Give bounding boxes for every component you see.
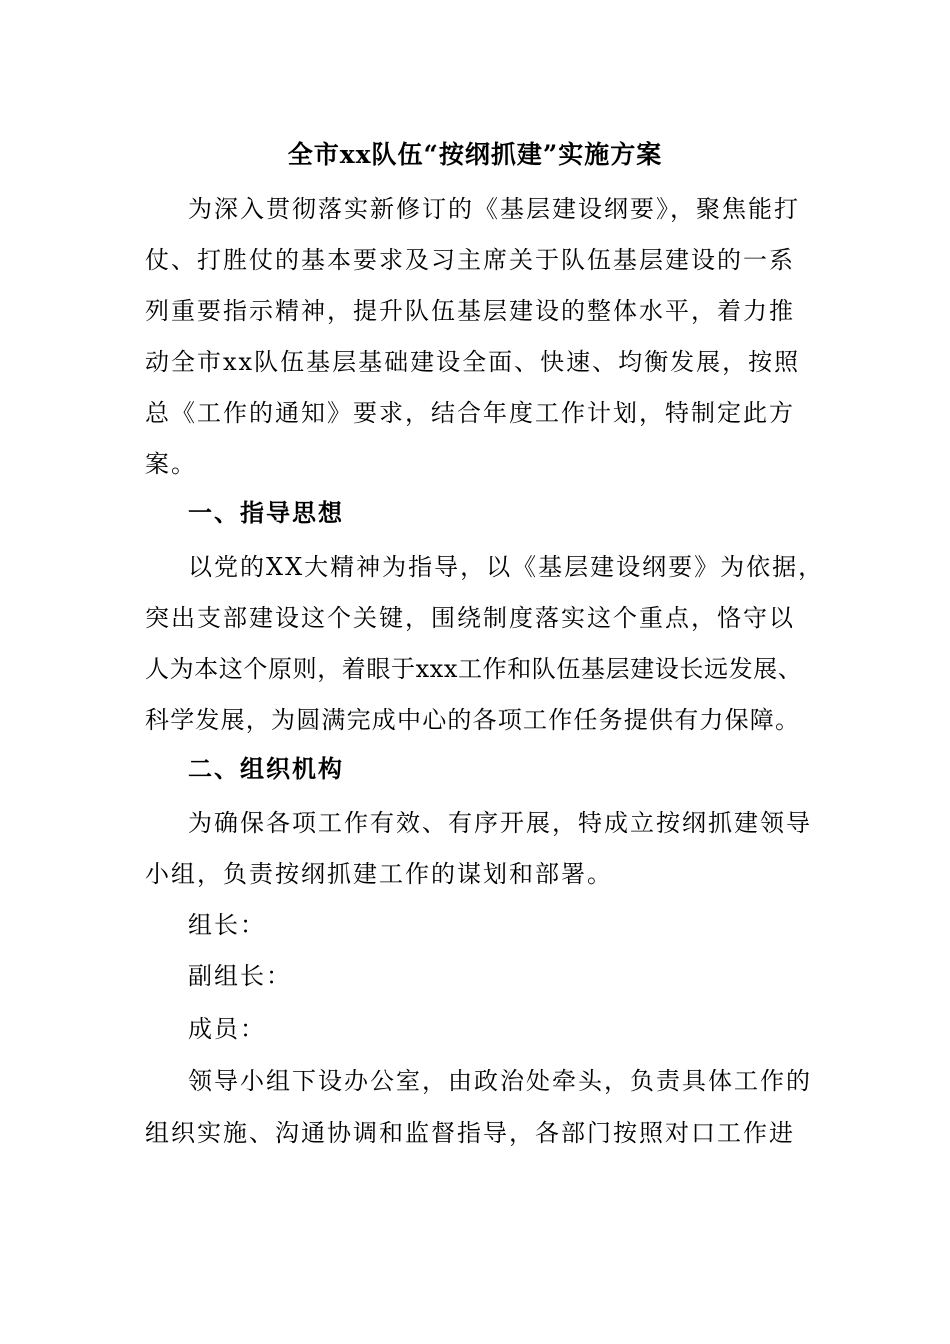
office-line-2: 组织实施、沟通协调和监督指导，各部门按照对口工作进 bbox=[145, 1119, 795, 1147]
section1-line-1: 以党的XX大精神为指导，以《基层建设纲要》为依据， bbox=[188, 553, 825, 581]
intro-line-3: 列重要指示精神，提升队伍基层建设的整体水平，着力推 bbox=[145, 297, 795, 325]
section1-line-4: 科学发展，为圆满完成中心的各项工作任务提供有力保障。 bbox=[145, 706, 801, 734]
section-heading-organization: 二、组织机构 bbox=[188, 754, 344, 783]
intro-line-1: 为深入贯彻落实新修订的《基层建设纲要》，聚焦能打 bbox=[188, 195, 800, 223]
members-label: 成员： bbox=[188, 1015, 266, 1043]
intro-line-4: 动全市xx队伍基层基础建设全面、快速、均衡发展，按照 bbox=[145, 348, 801, 376]
section1-line-2: 突出支部建设这个关键，围绕制度落实这个重点，恪守以 bbox=[145, 604, 795, 632]
intro-line-5: 总《工作的通知》要求，结合年度工作计划，特制定此方 bbox=[145, 399, 795, 427]
section-heading-guiding-ideology: 一、指导思想 bbox=[188, 498, 344, 527]
intro-line-6: 案。 bbox=[145, 450, 197, 478]
intro-line-2: 仗、打胜仗的基本要求及习主席关于队伍基层建设的一系 bbox=[145, 246, 795, 274]
section2-line-1: 为确保各项工作有效、有序开展，特成立按纲抓建领导 bbox=[188, 809, 812, 837]
document-title: 全市xx队伍“按纲抓建”实施方案 bbox=[287, 140, 663, 169]
deputy-leader-label: 副组长： bbox=[188, 962, 292, 990]
leader-label: 组长： bbox=[188, 911, 266, 939]
section2-line-2: 小组，负责按纲抓建工作的谋划和部署。 bbox=[145, 860, 613, 888]
section1-line-3: 人为本这个原则，着眼于xxx工作和队伍基层建设长远发展、 bbox=[145, 655, 803, 683]
office-line-1: 领导小组下设办公室，由政治处牵头，负责具体工作的 bbox=[188, 1067, 812, 1095]
